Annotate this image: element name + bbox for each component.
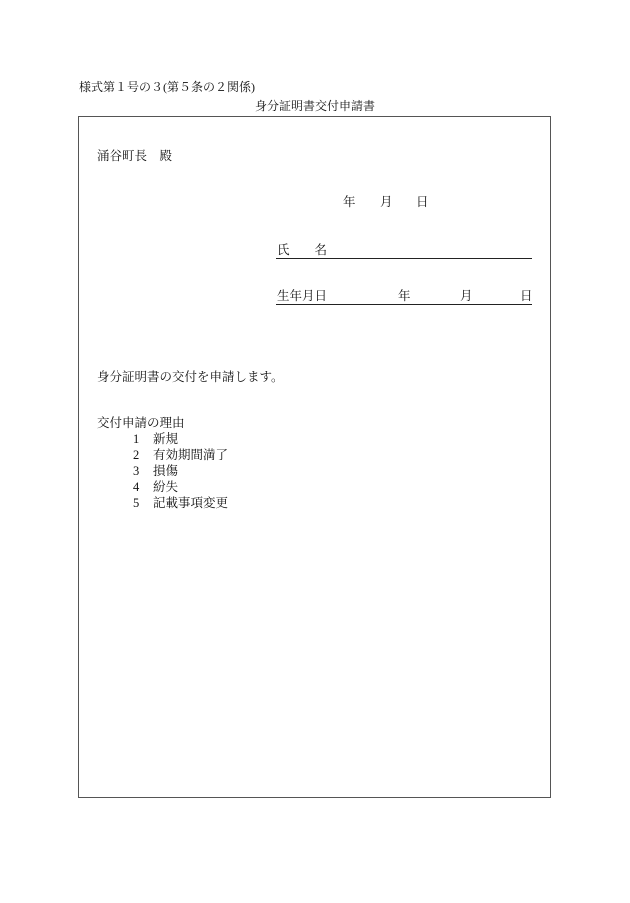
birthdate-year-label: 年 <box>398 289 411 303</box>
date-day-label: 日 <box>416 195 429 209</box>
birthdate-day-label: 日 <box>520 289 533 303</box>
birthdate-month-label: 月 <box>460 289 473 303</box>
document-title: 身分証明書交付申請書 <box>254 99 375 113</box>
reason-label: 記載事項変更 <box>153 496 229 510</box>
reason-number: 3 <box>133 464 140 478</box>
reasons-heading: 交付申請の理由 <box>97 416 185 430</box>
birthdate-field-line <box>276 289 532 305</box>
reason-label: 損傷 <box>153 464 179 478</box>
name-field-line <box>276 243 532 259</box>
reason-label: 紛失 <box>153 480 179 494</box>
application-statement: 身分証明書の交付を申請します。 <box>97 370 284 384</box>
reason-number: 2 <box>133 448 140 462</box>
reason-label: 有効期間満了 <box>153 448 229 462</box>
date-year-label: 年 <box>343 195 356 209</box>
reason-number: 5 <box>133 496 140 510</box>
addressee: 涌谷町長 殿 <box>97 149 173 163</box>
form-number: 様式第１号の３(第５条の２関係) <box>79 80 255 94</box>
reason-number: 4 <box>133 480 140 494</box>
name-label: 氏 名 <box>277 243 328 257</box>
date-month-label: 月 <box>380 195 393 209</box>
reason-number: 1 <box>133 432 140 446</box>
birthdate-label: 生年月日 <box>277 289 328 303</box>
reason-label: 新規 <box>153 432 179 446</box>
form-frame <box>78 116 551 798</box>
